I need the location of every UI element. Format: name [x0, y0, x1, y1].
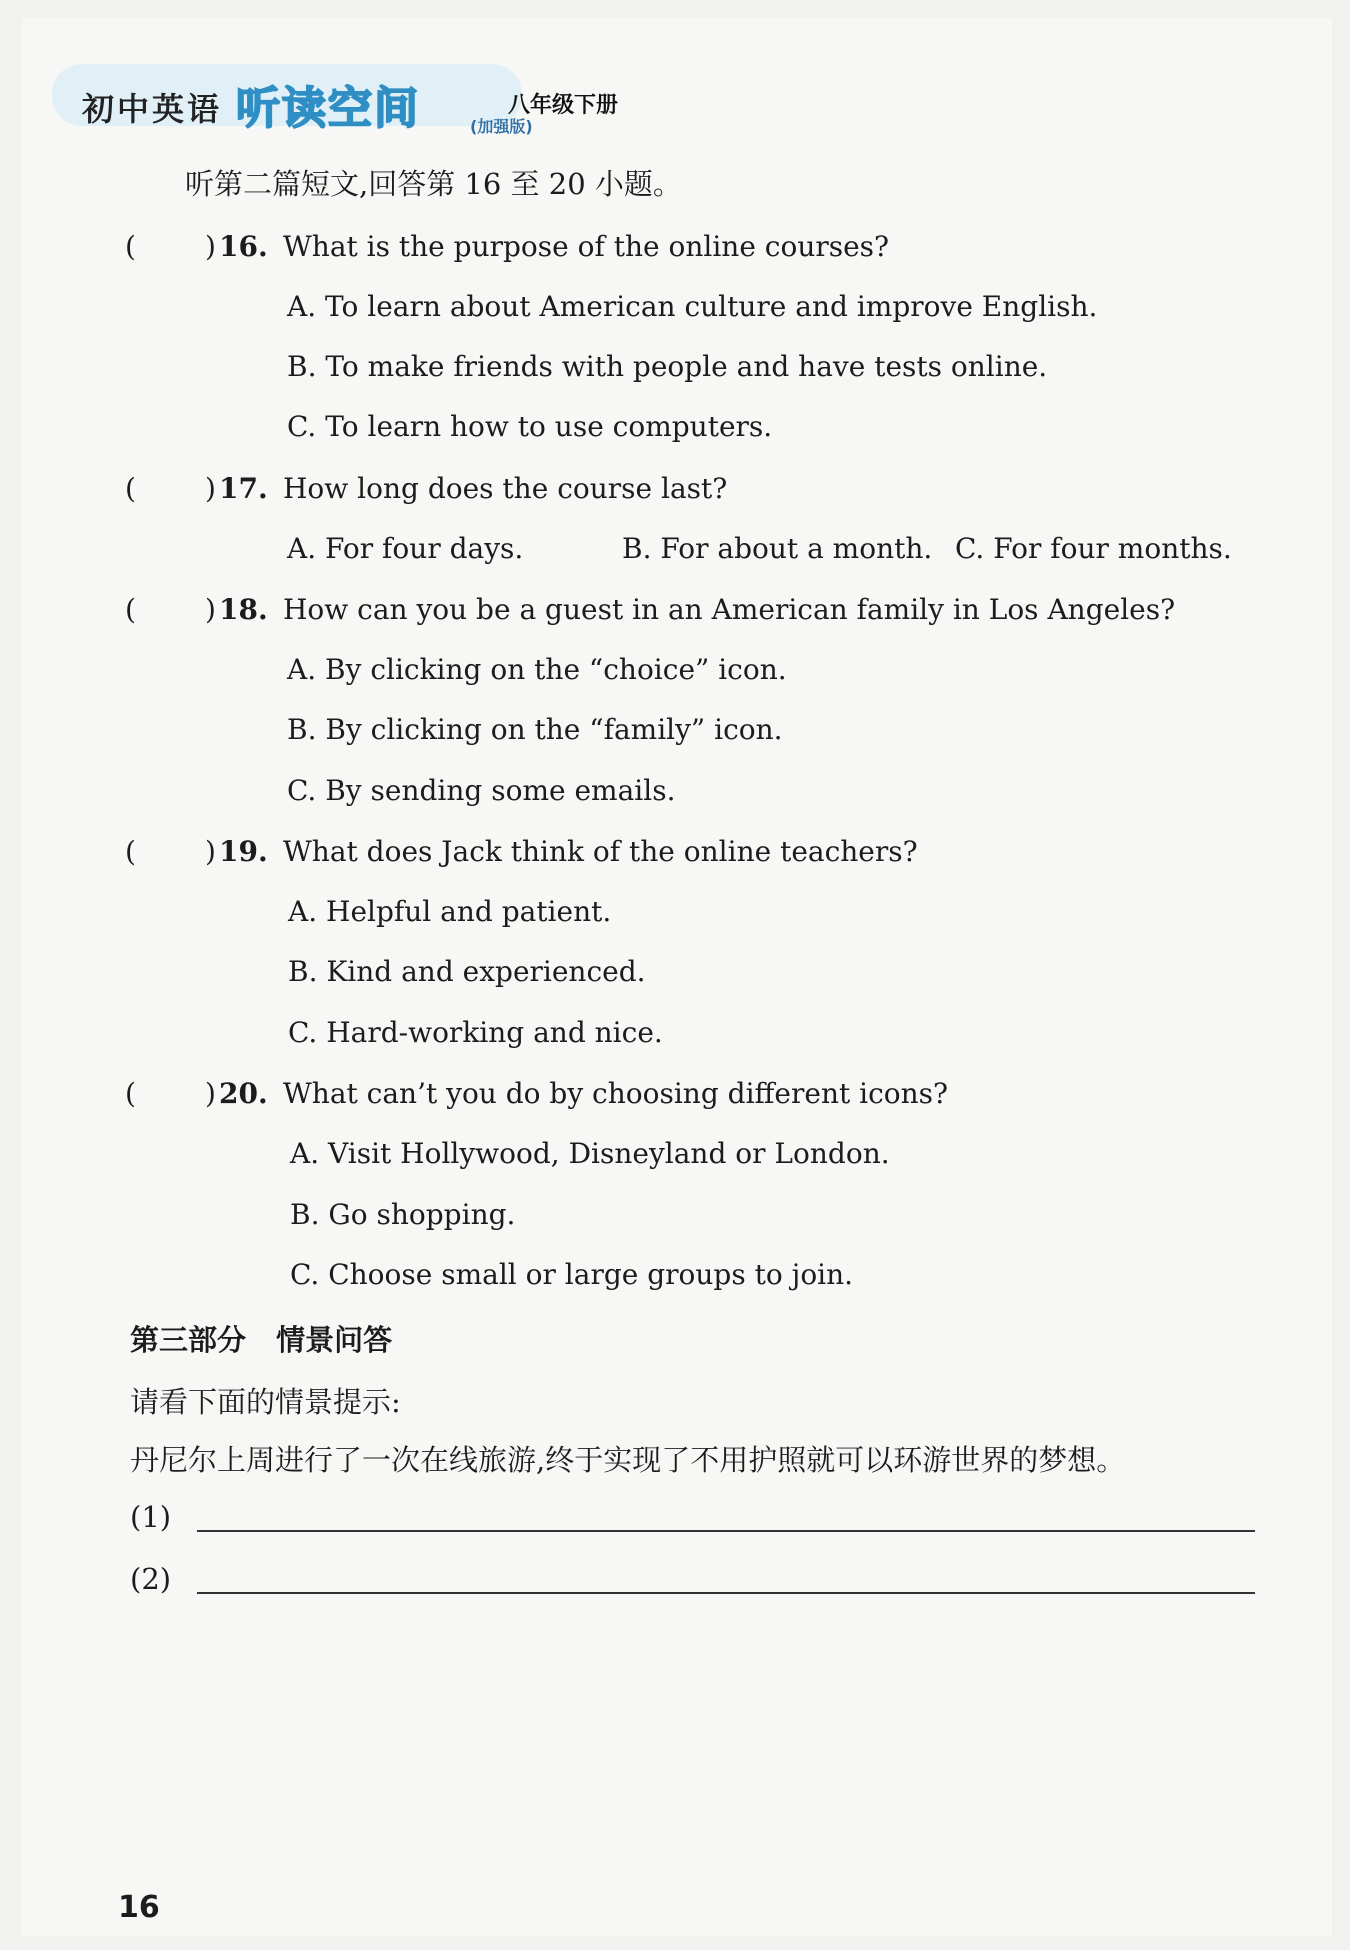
page-number: 16 — [118, 1890, 160, 1925]
option-c: C. To learn how to use computers. — [287, 410, 773, 443]
grade-label: 八年级下册 — [508, 93, 619, 118]
section-title: 第三部分 情景问答 — [130, 1323, 393, 1357]
answer-paren-close: ) — [205, 835, 216, 868]
option-a: A. To learn about American culture and improve English. — [287, 290, 1098, 323]
brand-logo: 听读空间 — [236, 83, 420, 134]
answer-paren-open[interactable]: ( — [125, 1077, 136, 1110]
question-text: What is the purpose of the online courses? — [283, 230, 890, 263]
question-number: 17. — [219, 472, 268, 505]
brand-subtitle: (加强版) — [470, 117, 533, 136]
option-b: B. Go shopping. — [290, 1198, 516, 1231]
option-a: A. Visit Hollywood, Disneyland or London. — [290, 1137, 890, 1170]
option-b: B. By clicking on the “family” icon. — [287, 713, 783, 746]
book-header — [58, 70, 758, 140]
option-c: C. Hard-working and nice. — [288, 1016, 663, 1049]
listening-instruction: 听第二篇短文,回答第 16 至 20 小题。 — [185, 167, 682, 201]
question-text: How long does the course last? — [283, 472, 728, 505]
option-b: B. For about a month. — [622, 532, 933, 565]
option-a: A. Helpful and patient. — [288, 895, 612, 928]
question-text: What does Jack think of the online teachers? — [283, 835, 918, 868]
question-number: 16. — [219, 230, 268, 263]
scenario-text: 丹尼尔上周进行了一次在线旅游,终于实现了不用护照就可以环游世界的梦想。 — [130, 1443, 1126, 1477]
option-c: C. Choose small or large groups to join. — [290, 1258, 854, 1291]
answer-paren-close: ) — [205, 593, 216, 626]
option-a: A. For four days. — [287, 532, 524, 565]
question-number: 19. — [219, 835, 268, 868]
answer-paren-open[interactable]: ( — [125, 835, 136, 868]
answer-paren-open[interactable]: ( — [125, 230, 136, 263]
series-title: 初中英语 — [82, 90, 223, 128]
option-b: B. Kind and experienced. — [288, 955, 646, 988]
blank-label-2: (2) — [130, 1562, 172, 1596]
answer-paren-close: ) — [205, 1077, 216, 1110]
question-text: How can you be a guest in an American family in Los Angeles? — [283, 593, 1176, 626]
prompt-label: 请看下面的情景提示: — [130, 1385, 401, 1419]
option-c: C. For four months. — [955, 532, 1232, 565]
answer-line-1[interactable] — [197, 1530, 1255, 1532]
option-c: C. By sending some emails. — [287, 774, 676, 807]
question-text: What can’t you do by choosing different icons? — [283, 1077, 949, 1110]
question-number: 18. — [219, 593, 268, 626]
option-a: A. By clicking on the “choice” icon. — [287, 653, 787, 686]
answer-line-2[interactable] — [197, 1592, 1255, 1594]
answer-paren-open[interactable]: ( — [125, 472, 136, 505]
option-b: B. To make friends with people and have tests online. — [287, 350, 1048, 383]
answer-paren-close: ) — [205, 230, 216, 263]
answer-paren-close: ) — [205, 472, 216, 505]
question-number: 20. — [219, 1077, 268, 1110]
answer-paren-open[interactable]: ( — [125, 593, 136, 626]
blank-label-1: (1) — [130, 1500, 172, 1534]
